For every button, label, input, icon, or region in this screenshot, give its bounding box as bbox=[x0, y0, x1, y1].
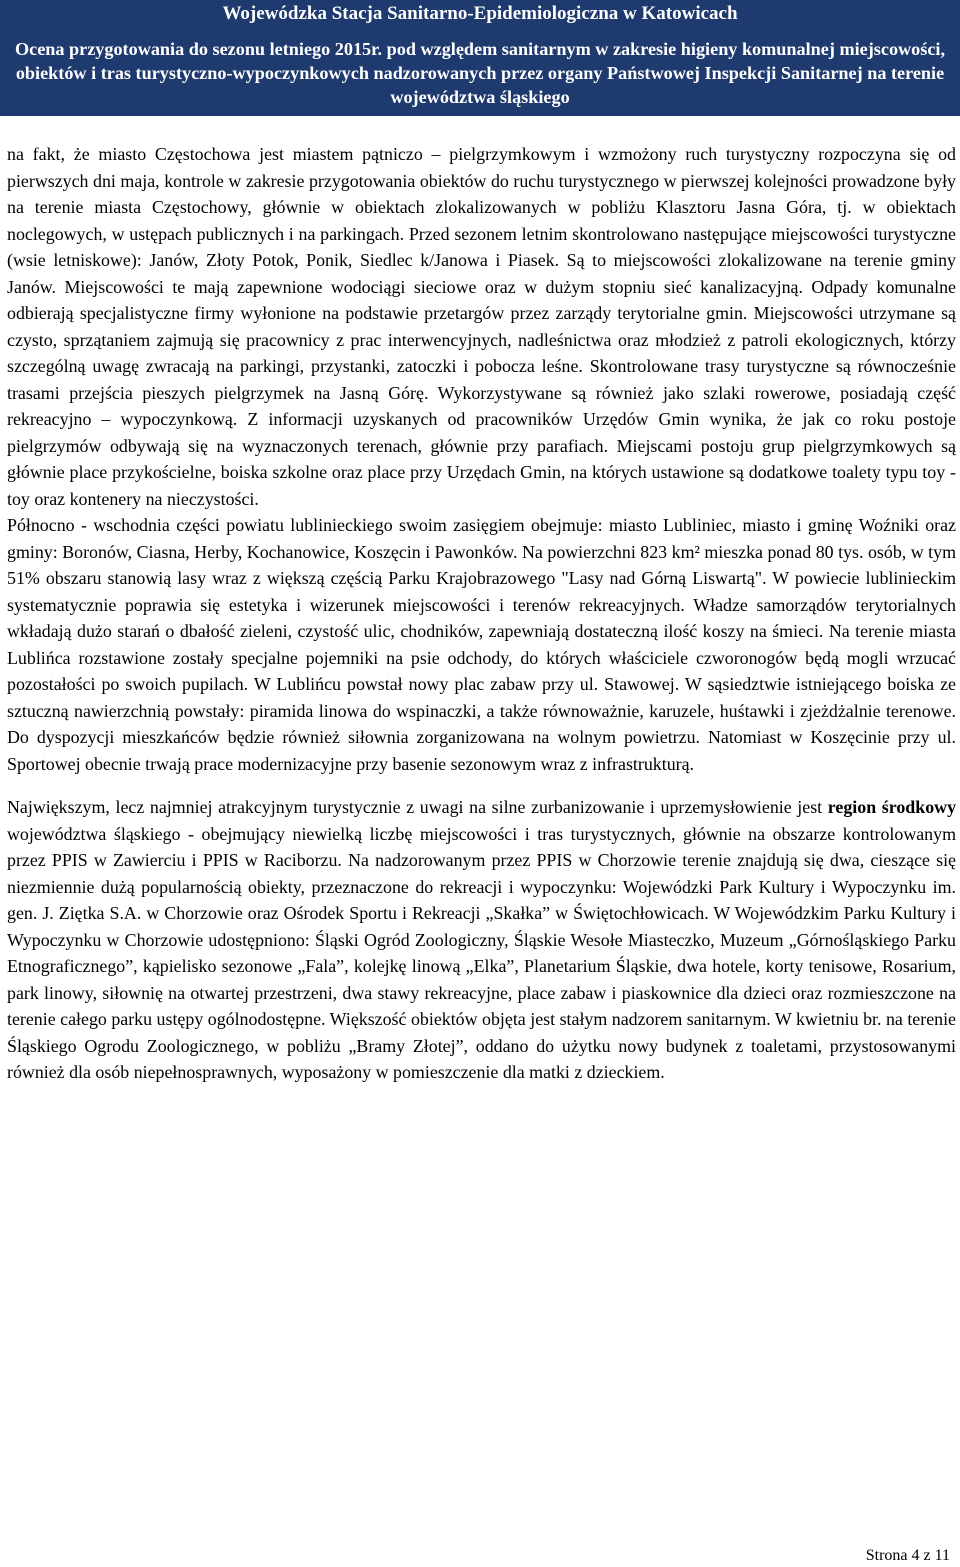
paragraph-lubliniec: Północno - wschodnia części powiatu lublinieckiego swoim zasięgiem obejmuje: miasto Lubliniec, miasto i gminę Woźniki oraz gminy: Boronów, Ciasna, Herby, Kochanowice, Koszęcin i Pawonków. Na powierzchni 823 km² mieszka ponad 80 tys. osób, w tym 51% obszaru stanowią lasy wraz z większą częścią Parku Krajobrazowego "Lasy nad Górną Liswartą". W powiecie lublinieckim systematycznie poprawia się estetyka i wizerunek miejscowości i terenów rekreacyjnych. Władze samorządów terytorialnych wkładają dużo starań o dbałość zieleni, czystość ulic, chodników, zapewniają dostateczną ilość koszy na śmieci. Na terenie miasta Lublińca rozstawione zostały specjalne pojemniki na psie odchody, do których właściciele czworonogów będą mogli wrzucać pozostałości po swoich pupilach. W Lublińcu powstał nowy plac zabaw przy ul. Stawowej. W sąsiedztwie istniejącego boiska ze sztuczną nawierzchnią powstały: piramida linowa do wspinaczki, a także równoważnie, karuzele, huśtawki i zjeżdżalnie terenowe. Do dyspozycji mieszkańców będzie również siłownia zorganizowana na wolnym powietrzu. Natomiast w Koszęcinie przy ul. Sportowej obecnie trwają prace modernizacyjne przy basenie sezonowym wraz z infrastrukturą. bbox=[7, 515, 956, 774]
bold-region-name: region środkowy bbox=[827, 797, 957, 817]
paragraph-text: województwa śląskiego - obejmujący niewielką liczbę miejscowości i tras turystycznych, głównie na obszarze kontrolowanym przez PPIS w Zawierciu i PPIS w Raciborzu. Na nadzorowanym przez PPIS w Chorzowie terenie znajdują się dwa, cieszące się niezmiennie dużą popularnością obiekty, przeznaczone do rekreacji i wypoczynku: Wojewódzki Park Kultury i Wypoczynku im. gen. J. Ziętka S.A. w Chorzowie oraz Ośrodek Sportu i Rekreacji „Skałka” w Świętochłowicach. W Wojewódzkim Parku Kultury i Wypoczynku w Chorzowie udostępniono: Śląski Ogród Zoologiczny, Śląskie Wesołe Miasteczko, Muzeum „Górnośląskiego Parku Etnograficznego”, kąpielisko sezonowe „Fala”, kolejkę linową „Elka”, Planetarium Śląskie, dwa hotele, korty tenisowe, Rosarium, park linowy, siłownię na otwartej przestrzeni, dwa stawy rekreacyjne, place zabaw i piaskownice dla dzieci oraz rozmieszczone na terenie całego parku ustępy ogólnodostępne. Większość obiektów objęta jest stałym nadzorem sanitarnym. W kwietniu br. na terenie Śląskiego Ogrodu Zoologicznego, w pobliżu „Bramy Złotej”, oddano do użytku nowy budynek z toaletami, przystosowanymi również dla osób niepełnosprawnych, wyposażony w pomieszczenie dla matki z dzieckiem. bbox=[7, 823, 956, 1082]
page-number: Strona 4 z 11 bbox=[865, 1547, 950, 1564]
report-title: Ocena przygotowania do sezonu letniego 2015r. pod względem sanitarnym w zakresie higieny komunalnej miejscowości, obiektów i tras turystyczno-wypoczynkowych nadzorowanych przez organy Państwowej Inspekcji Sanitarnej na terenie województwa śląskiego bbox=[14, 39, 946, 107]
paragraph-text: Największym, lecz najmniej atrakcyjnym turystycznie z uwagi na silne zurbanizowanie i uprzemysłowienie jest bbox=[7, 797, 828, 817]
paragraph-region-srodkowy bbox=[7, 794, 956, 1086]
document-header bbox=[0, 0, 960, 116]
institution-name: Wojewódzka Stacja Sanitarno-Epidemiologiczna w Katowicach bbox=[222, 3, 738, 24]
document-body bbox=[7, 141, 956, 1086]
paragraph-czestochowa: na fakt, że miasto Częstochowa jest miastem pątniczo – pielgrzymkowym i wzmożony ruch turystyczny rozpoczyna się od pierwszych dni maja, kontrole w zakresie przygotowania obiektów do ruchu turystycznego w pierwszej kolejności prowadzone były na terenie miasta Częstochowy, głównie w obiektach zlokalizowanych w pobliżu Klasztoru Jasna Góra, tj. w obiektach noclegowych, w ustępach publicznych i na parkingach. Przed sezonem letnim skontrolowano następujące miejscowości turystyczne (wsie letniskowe): Janów, Złoty Potok, Ponik, Siedlec k/Janowa i Piasek. Są to miejscowości zlokalizowane na terenie gminy Janów. Miejscowości te mają zapewnione wodociągi sieciowe oraz w dużym stopniu sieć kanalizacyjną. Odpady komunalne odbierają specjalistyczne firmy wyłonione na podstawie przetargów przez zarządy terytorialne gmin. Miejscowości utrzymane są czysto, sprzątaniem zajmują się pracownicy z prac interwencyjnych, nadleśnictwa oraz młodzież z patroli ekologicznych, którzy szczególną uwagę zwracają na parkingi, przystanki, zatoczki i pobocza leśne. Skontrolowane trasy turystyczne są równocześnie trasami przejścia pieszych pielgrzymek na Jasną Górę. Wykorzystywane są również jako szlaki rowerowe, posiadają część rekreacyjno – wypoczynkową. Z informacji uzyskanych od pracowników Urzędów Gmin wynika, że jak co roku postoje pielgrzymów odbywają się na wyznaczonych terenach, głównie przy parafiach. Miejscami postoju grup pielgrzymkowych są głównie place przykościelne, boiska szkolne oraz place przy Urzędach Gmin, na których ustawione są dodatkowe toalety typu toy - toy oraz kontenery na nieczystości. bbox=[7, 144, 956, 509]
